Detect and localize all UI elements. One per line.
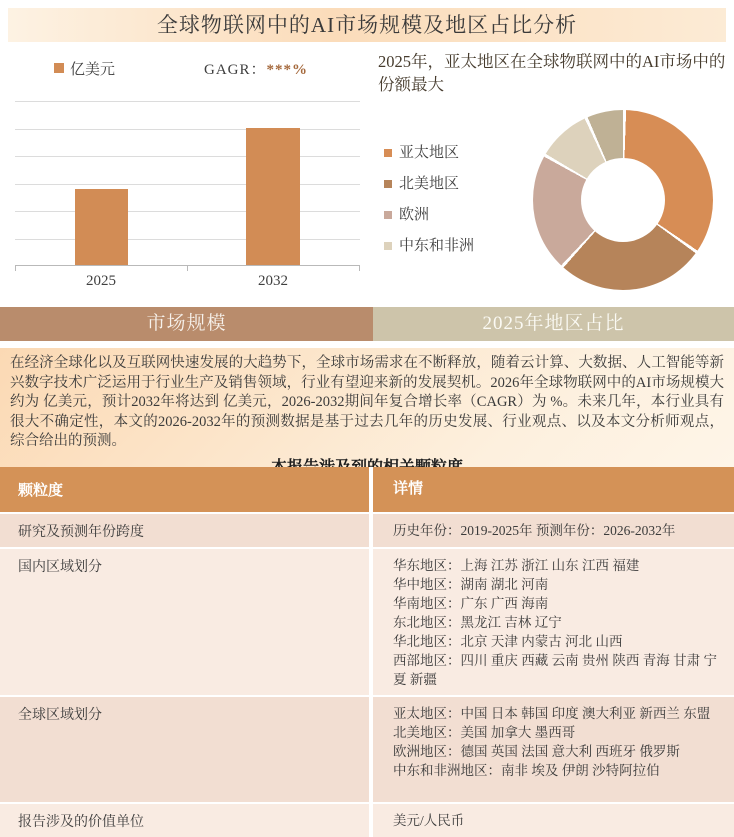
section-tabs: [0, 307, 734, 341]
cagr-annotation: [204, 58, 308, 79]
tab-market-size[interactable]: 市场规模: [0, 307, 373, 341]
legend-item: [384, 175, 484, 194]
page-title: 全球物联网中的AI市场规模及地区占比分析: [8, 8, 726, 42]
table-row: [0, 514, 734, 547]
donut-legend: [384, 144, 484, 268]
gridline: [15, 211, 360, 239]
detail-line: 美元/人民币: [393, 813, 465, 828]
bar-legend-label: 亿美元: [70, 62, 116, 78]
gridline: [15, 129, 360, 157]
axis-tick: [187, 266, 188, 271]
legend-label: 北美地区: [399, 176, 460, 192]
row-label-cell: 研究及预测年份跨度: [0, 514, 373, 547]
legend-label: 亚太地区: [399, 145, 460, 161]
tab-region-share-2025[interactable]: 2025年地区占比: [373, 307, 734, 341]
bar-2032: [246, 128, 300, 266]
detail-line: 亚太地区：中国 日本 韩国 印度 澳大利亚 新西兰 东盟: [393, 706, 711, 721]
legend-item: [384, 144, 484, 163]
detail-line: 西部地区：四川 重庆 西藏 云南 贵州 陕西 青海 甘肃 宁夏 新疆: [393, 653, 717, 687]
legend-square-icon: [384, 242, 392, 250]
legend-label: 中东和非洲: [399, 238, 475, 254]
row-detail-cell: [373, 549, 734, 695]
legend-item: [384, 206, 484, 225]
detail-line: 东北地区：黑龙江 吉林 辽宁: [393, 615, 562, 630]
detail-line: 华中地区：湖南 湖北 河南: [393, 577, 549, 592]
header-cell-granularity: 颗粒度: [0, 467, 373, 512]
row-detail-cell: [373, 804, 734, 837]
gridline: [15, 156, 360, 184]
gridline: [15, 239, 360, 267]
x-label-2025: 2025: [86, 273, 116, 289]
donut-hole: [581, 158, 665, 242]
granularity-table: [0, 467, 734, 837]
header-cell-detail: 详情: [373, 467, 734, 512]
row-label-cell: 国内区域划分: [0, 549, 373, 695]
row-detail-cell: [373, 514, 734, 547]
bar-chart-legend: [54, 58, 115, 79]
donut-chart-panel: [368, 42, 734, 307]
x-label-2032: 2032: [258, 273, 288, 289]
cagr-label: GAGR：: [204, 62, 267, 78]
axis-tick: [359, 266, 360, 271]
table-row: [0, 804, 734, 837]
detail-line: 华北地区：北京 天津 内蒙古 河北 山西: [393, 634, 623, 649]
cagr-value: ***%: [266, 62, 309, 78]
table-header-row: [0, 467, 734, 512]
legend-square-icon: [54, 63, 64, 73]
detail-line: 中东和非洲地区：南非 埃及 伊朗 沙特阿拉伯: [393, 763, 660, 778]
row-detail-cell: [373, 697, 734, 802]
donut-heading: 2025年，亚太地区在全球物联网中的AI市场中的份额最大: [378, 52, 726, 94]
detail-line: 华南地区：广东 广西 海南: [393, 596, 549, 611]
bar-2025: [75, 189, 128, 265]
charts-section: [0, 42, 734, 307]
legend-label: 欧洲: [399, 207, 430, 223]
row-label-cell: 报告涉及的价值单位: [0, 804, 373, 837]
detail-line: 欧洲地区：德国 英国 法国 意大利 西班牙 俄罗斯: [393, 744, 680, 759]
axis-tick: [15, 266, 16, 271]
summary-section: [0, 348, 734, 467]
gridline: [15, 101, 360, 129]
report-page: [0, 8, 734, 830]
legend-square-icon: [384, 180, 392, 188]
table-row: [0, 697, 734, 802]
summary-paragraph: 在经济全球化以及互联网快速发展的大趋势下，全球市场需求在不断释放，随着云计算、大数据、人工智能等新兴数字技术广泛运用于行业生产及销售领域，行业有望迎来新的发展契机。2026年全球物联网中的AI市场规模大约为 亿美元，预计2032年将达到 亿美元，2026-2032期间年复合增长率（CAGR）为 %。未来几年，本行业具有很大不确定性，本文的2026-2032年的预测数据是基于过去几年的历史发展、行业观点、以及本文分析师观点，综合给出的预测。: [10, 355, 724, 449]
bar-chart-plot: [15, 101, 360, 266]
legend-square-icon: [384, 149, 392, 157]
bar-chart: [0, 42, 368, 307]
legend-item: [384, 237, 484, 256]
row-label-cell: 全球区域划分: [0, 697, 373, 802]
gridline: [15, 184, 360, 212]
detail-line: 历史年份：2019-2025年 预测年份：2026-2032年: [393, 523, 676, 538]
table-row: [0, 549, 734, 695]
detail-line: 华东地区：上海 江苏 浙江 山东 江西 福建: [393, 558, 640, 573]
legend-square-icon: [384, 211, 392, 219]
detail-line: 北美地区：美国 加拿大 墨西哥: [393, 725, 576, 740]
